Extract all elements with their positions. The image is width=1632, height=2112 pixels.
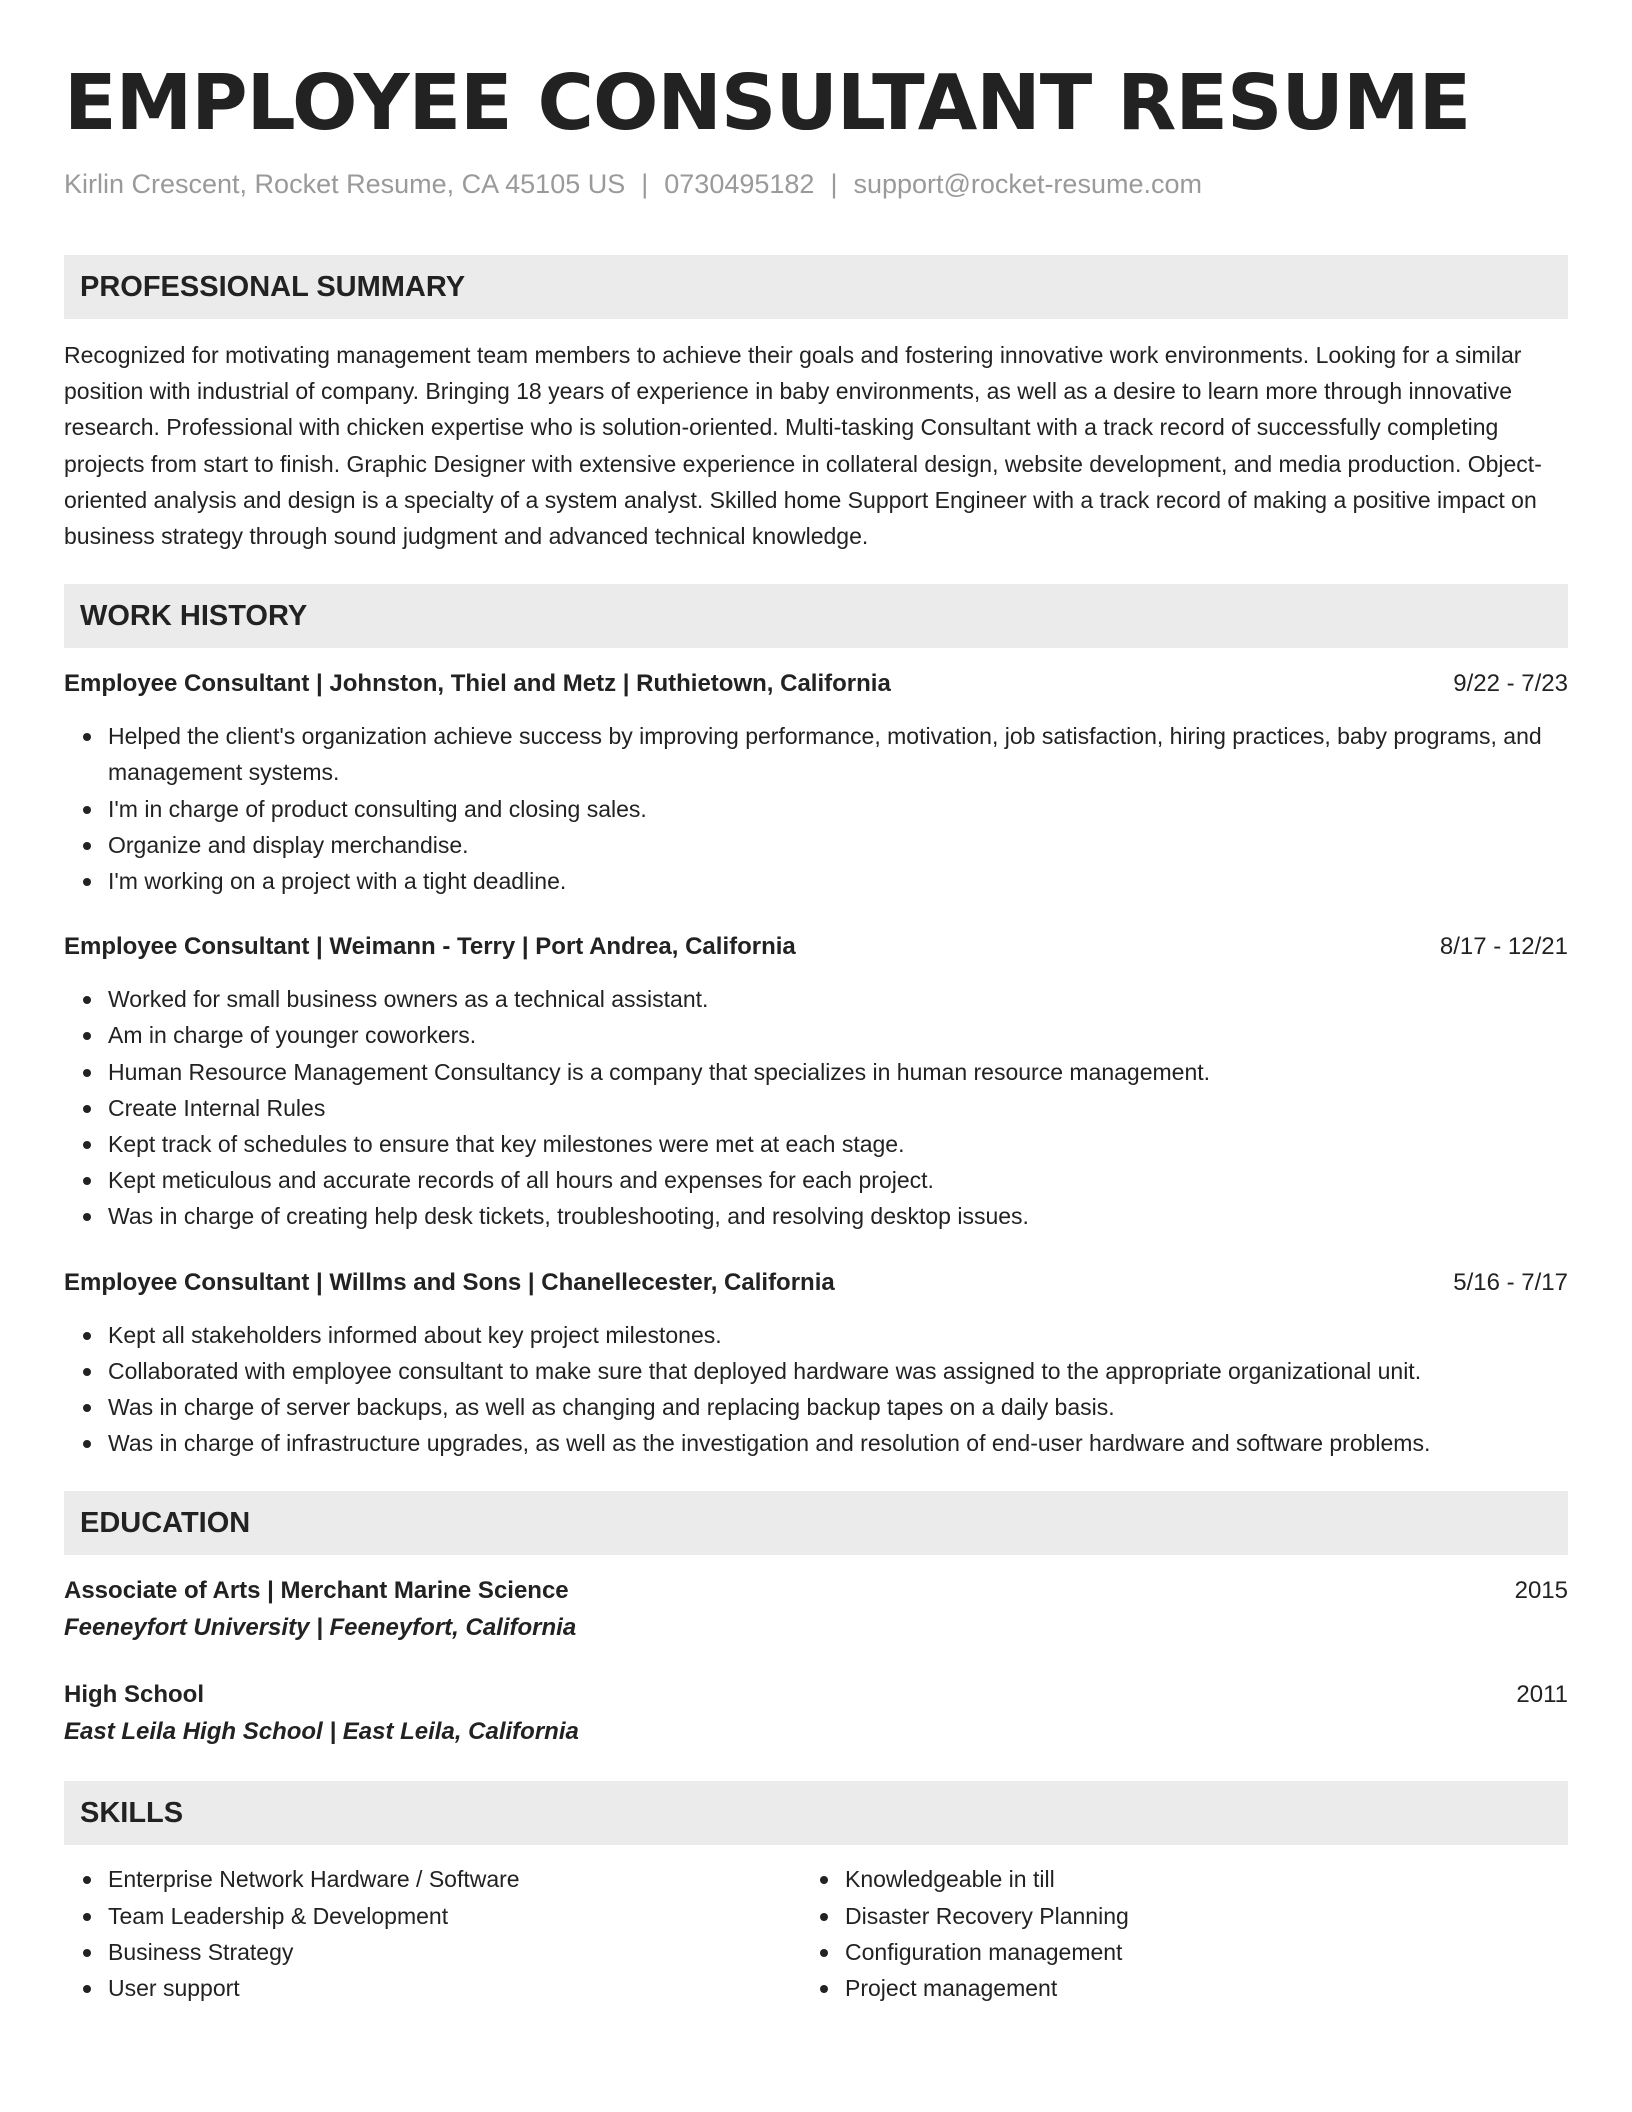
skills-grid — [64, 1861, 1568, 2006]
job-bullet: Human Resource Management Consultancy is a company that specializes in human resource management. — [108, 1054, 1568, 1090]
contact-phone: 0730495182 — [664, 169, 815, 199]
job-entry — [64, 929, 1568, 1234]
job-header — [64, 929, 1568, 965]
job-date: 8/17 - 12/21 — [1439, 933, 1568, 961]
education-header — [64, 1677, 1568, 1713]
education-heading: EDUCATION — [64, 1491, 1568, 1555]
job-date: 5/16 - 7/17 — [1453, 1268, 1568, 1296]
education-degree: High School — [64, 1681, 204, 1709]
skill-item: Business Strategy — [108, 1934, 801, 1970]
skills-heading: SKILLS — [64, 1781, 1568, 1845]
job-bullet: Organize and display merchandise. — [108, 827, 1568, 863]
education-year: 2011 — [1516, 1681, 1568, 1709]
job-bullet: Kept track of schedules to ensure that key milestones were met at each stage. — [108, 1126, 1568, 1162]
job-bullets — [64, 1317, 1568, 1462]
skills-list — [64, 1861, 801, 2006]
education-header — [64, 1573, 1568, 1609]
job-title: Employee Consultant | Johnston, Thiel and Metz | Ruthietown, California — [64, 670, 891, 698]
education-school: Feeneyfort University | Feeneyfort, California — [64, 1614, 577, 1642]
job-bullet: Was in charge of creating help desk tickets, troubleshooting, and resolving desktop issues. — [108, 1198, 1568, 1234]
contact-separator: | — [641, 169, 649, 199]
job-header — [64, 666, 1568, 702]
job-bullet: Collaborated with employee consultant to make sure that deployed hardware was assigned to the appropriate organizational unit. — [108, 1353, 1568, 1389]
skill-item: Disaster Recovery Planning — [845, 1898, 1538, 1934]
skill-item: Knowledgeable in till — [845, 1861, 1538, 1897]
job-entry — [64, 666, 1568, 899]
skill-item: Enterprise Network Hardware / Software — [108, 1861, 801, 1897]
job-title: Employee Consultant | Weimann - Terry | Port Andrea, California — [64, 933, 796, 961]
job-bullets — [64, 718, 1568, 899]
job-title: Employee Consultant | Willms and Sons | Chanellecester, California — [64, 1268, 835, 1296]
skill-item: Team Leadership & Development — [108, 1898, 801, 1934]
work-history-heading: WORK HISTORY — [64, 584, 1568, 648]
skills-column-right — [801, 1861, 1538, 2006]
job-bullet: Kept meticulous and accurate records of all hours and expenses for each project. — [108, 1162, 1568, 1198]
job-header — [64, 1265, 1568, 1301]
job-bullet: I'm working on a project with a tight deadline. — [108, 863, 1568, 899]
summary-heading: PROFESSIONAL SUMMARY — [64, 255, 1568, 319]
education-year: 2015 — [1514, 1577, 1568, 1605]
job-bullet: Helped the client's organization achieve success by improving performance, motivation, job satisfaction, hiring practices, baby programs, and management systems. — [108, 718, 1568, 790]
contact-email: support@rocket-resume.com — [853, 169, 1202, 199]
job-bullet: Worked for small business owners as a technical assistant. — [108, 981, 1568, 1017]
contact-separator: | — [830, 169, 838, 199]
job-bullet: Am in charge of younger coworkers. — [108, 1017, 1568, 1053]
job-entry — [64, 1265, 1568, 1462]
job-bullet: Was in charge of server backups, as well as changing and replacing backup tapes on a daily basis. — [108, 1389, 1568, 1425]
education-school: East Leila High School | East Leila, California — [64, 1718, 579, 1746]
job-bullet: Was in charge of infrastructure upgrades, as well as the investigation and resolution of end-user hardware and software problems. — [108, 1425, 1568, 1461]
job-date: 9/22 - 7/23 — [1453, 670, 1568, 698]
job-bullet: Kept all stakeholders informed about key project milestones. — [108, 1317, 1568, 1353]
skill-item: User support — [108, 1970, 801, 2006]
job-bullet: I'm in charge of product consulting and closing sales. — [108, 791, 1568, 827]
skills-list — [801, 1861, 1538, 2006]
resume-title: EMPLOYEE CONSULTANT RESUME — [64, 59, 1471, 148]
skill-item: Project management — [845, 1970, 1538, 2006]
skills-column-left — [64, 1861, 801, 2006]
contact-address: Kirlin Crescent, Rocket Resume, CA 45105 US — [64, 169, 626, 199]
job-bullet: Create Internal Rules — [108, 1090, 1568, 1126]
education-entry — [64, 1677, 1568, 1751]
job-bullets — [64, 981, 1568, 1234]
education-entry — [64, 1573, 1568, 1647]
skill-item: Configuration management — [845, 1934, 1538, 1970]
contact-line — [64, 166, 1568, 202]
education-degree: Associate of Arts | Merchant Marine Science — [64, 1577, 569, 1605]
summary-text: Recognized for motivating management team members to achieve their goals and fostering innovative work environments. Looking for a similar position with industrial of company. Bringing 18 years of experience in baby environments, as well as a desire to learn more through innovative research. Professional with chicken expertise who is solution-oriented. Multi-tasking Consultant with a track record of successfully completing projects from start to finish. Graphic Designer with extensive experience in collateral design, website development, and media production. Object-oriented analysis and design is a specialty of a system analyst. Skilled home Support Engineer with a track record of making a positive impact on business strategy through sound judgment and advanced technical knowledge. — [64, 342, 1542, 550]
